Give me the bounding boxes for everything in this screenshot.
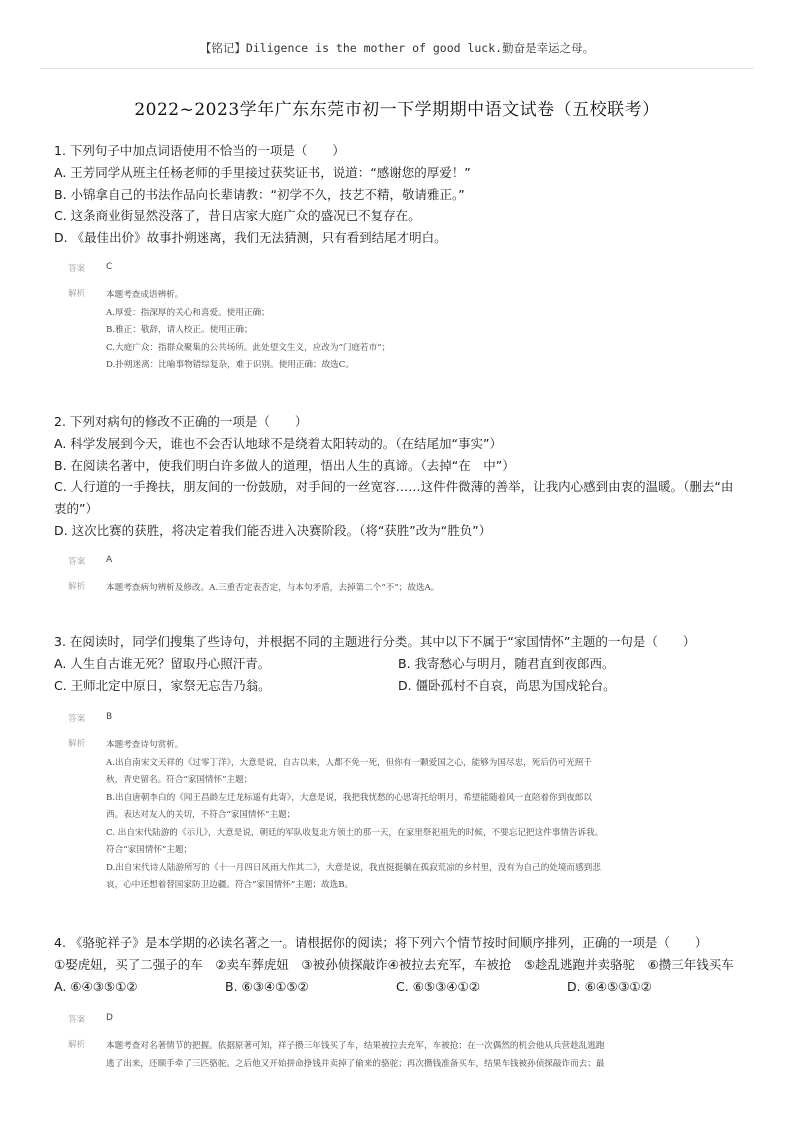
- header-motto: 【铭记】Diligence is the mother of good luck.勤奋是幸运之母。: [199, 41, 595, 55]
- question-stem: 4. 《骆驼祥子》是本学期的必读名著之一。请根据你的阅读；将下列六个情节按时间顺序排列，正确的一项是（ ）: [54, 935, 708, 950]
- question-stem: 1. 下列句子中加点词语使用不恰当的一项是（ ）: [54, 143, 345, 158]
- question-1: [54, 140, 744, 249]
- option-b: B. ⑥③④①⑤②: [225, 978, 309, 994]
- analysis-line: 本题考查病句辨析及修改。A.三重否定表否定，与本句矛盾，去掉第二个“不”；故选A。: [106, 583, 440, 593]
- answer-label: 答案: [68, 714, 86, 724]
- analysis-line: 本题考查成语辨析。: [106, 290, 184, 300]
- analysis-line: D.出自宋代诗人陆游所写的《十一月四日风雨大作其二》，大意是说，我直挺挺躺在孤寂荒凉的乡村里，没有为自己的处境而感到悲: [106, 862, 601, 873]
- answer-label: 答案: [68, 1015, 86, 1025]
- option-c: C. 这条商业街显然没落了，昔日店家大庭广众的盛况已不复存在。: [54, 208, 421, 224]
- answer-value: A: [106, 555, 113, 565]
- option-a: A. ⑥④③⑤①②: [54, 978, 138, 994]
- analysis-block-4: [68, 1038, 738, 1073]
- exam-title: 2022~2023学年广东东莞市初一下学期期中语文试卷（五校联考）: [134, 100, 660, 120]
- option-b: B. 我寄愁心与明月，随君直到夜郎西。: [398, 655, 615, 671]
- option-a: A. 人生自古谁无死？留取丹心照汗青。: [54, 655, 271, 671]
- option-d: D. 《最佳出价》故事扑朔迷离，我们无法猜测，只有看到结尾才明白。: [54, 230, 447, 246]
- analysis-line: 秋，青史留名。符合“家国情怀”主题；: [106, 775, 253, 785]
- option-c: C. ⑥⑤③④①②: [396, 978, 480, 994]
- analysis-line: D.扑朔迷离：比喻事物错综复杂，难于识别。使用正确；故选C。: [106, 360, 354, 370]
- answer-value: D: [106, 1013, 113, 1023]
- answer-label: 答案: [68, 264, 86, 274]
- analysis-line: 本题考查诗句赏析。: [106, 740, 184, 750]
- analysis-label: 解析: [68, 582, 86, 592]
- answer-block-1: [68, 262, 738, 274]
- analysis-line: 符合“家国情怀”主题；: [106, 845, 193, 855]
- analysis-line: C. 出自宋代陆游的《示儿》，大意是说，朝廷的军队收复北方领土的那一天，在家里祭祀祖先的时候，不要忘记把这件事情告诉我。: [106, 827, 604, 838]
- analysis-line: A.厚爱：指深厚的关心和喜爱。使用正确；: [106, 307, 270, 318]
- question-3: [54, 631, 744, 696]
- analysis-line: B.雅正：敬辞，请人校正。使用正确；: [106, 325, 253, 335]
- answer-value: C: [106, 262, 113, 272]
- option-d: D. 这次比赛的获胜，将决定着我们能否进入决赛阶段。（将“获胜”改为“胜负”）: [54, 522, 492, 538]
- analysis-line: 逃了出来，还顺手牵了三匹骆驼。之后他又开始拼命挣钱并卖掉了偷来的骆驼；再次攒钱准备买车，结果车钱被孙侦探敲诈而去；最: [106, 1058, 605, 1069]
- header-divider: [40, 68, 754, 69]
- plot-events: ①娶虎妞，买了二强子的车 ②卖车葬虎妞 ③被孙侦探敲诈④被拉去充军，车被抢 ⑤趁乱逃跑并卖骆驼 ⑥攒三年钱买车: [54, 956, 734, 972]
- option-d: D. ⑥④⑤③①②: [567, 978, 652, 994]
- question-stem: 3. 在阅读时，同学们搜集了些诗句，并根据不同的主题进行分类。其中以下不属于“家国情怀”主题的一句是（ ）: [54, 634, 696, 649]
- answer-label: 答案: [68, 557, 86, 567]
- analysis-block-2: [68, 580, 738, 598]
- analysis-line: A.出自南宋文天祥的《过零丁洋》，大意是说，自古以来，人都不免一死，但你有一颗爱国之心，能够为国尽忠，死后仍可光照千: [106, 757, 592, 768]
- analysis-label: 解析: [68, 739, 86, 749]
- answer-block-4: [68, 1013, 738, 1025]
- option-a: A. 王芳同学从班主任杨老师的手里接过获奖证书，说道：“感谢您的厚爱！”: [54, 164, 471, 180]
- answer-block-3: [68, 712, 738, 724]
- question-stem: 2. 下列对病句的修改不正确的一项是（ ）: [54, 414, 308, 429]
- option-b: B. 小锦拿自己的书法作品向长辈请教：“初学不久，技艺不精，敬请雅正。”: [54, 186, 465, 202]
- answer-block-2: [68, 555, 738, 567]
- option-c: C. 人行道的一手搀扶，朋友间的一份鼓励，对手间的一丝宽容……这件件微薄的善举，让我内心感到由衷的温暖。（删去“由衷的”）: [54, 479, 734, 517]
- analysis-line: 哀，心中还想着替国家防卫边疆。符合“家国情怀”主题；故选B。: [106, 880, 354, 890]
- analysis-line: 本题考查对名著情节的把握。依据原著可知，祥子攒三年钱买了车，结果被拉去充军，车被抢；在一次偶然的机会他从兵营趁乱逃跑: [106, 1041, 605, 1051]
- question-4: [54, 932, 744, 997]
- option-c: C. 王师北定中原日，家祭无忘告乃翁。: [54, 677, 271, 693]
- question-2: [54, 411, 744, 542]
- option-a: A. 科学发展到今天，谁也不会否认地球不是绕着太阳转动的。（在结尾加“事实”）: [54, 435, 502, 451]
- analysis-line: B.出自唐朝李白的《闻王昌龄左迁龙标遥有此寄》，大意是说，我把我忧愁的心思寄托给明月，希望能随着风一直陪着你到夜郎以: [106, 792, 592, 803]
- option-b: B. 在阅读名著中，使我们明白许多做人的道理，悟出人生的真谛。（去掉“在 中”）: [54, 457, 515, 473]
- analysis-label: 解析: [68, 289, 86, 299]
- answer-value: B: [106, 712, 113, 722]
- option-d: D. 僵卧孤村不自哀，尚思为国戍轮台。: [398, 677, 616, 693]
- analysis-line: C.大庭广众：指群众聚集的公共场所。此处望文生义，应改为“门庭若市”；: [106, 342, 391, 353]
- analysis-label: 解析: [68, 1040, 86, 1050]
- analysis-line: 西。表达对友人的关切，不符合“家国情怀”主题；: [106, 810, 296, 820]
- analysis-block-3: [68, 737, 738, 895]
- analysis-block-1: [68, 287, 738, 375]
